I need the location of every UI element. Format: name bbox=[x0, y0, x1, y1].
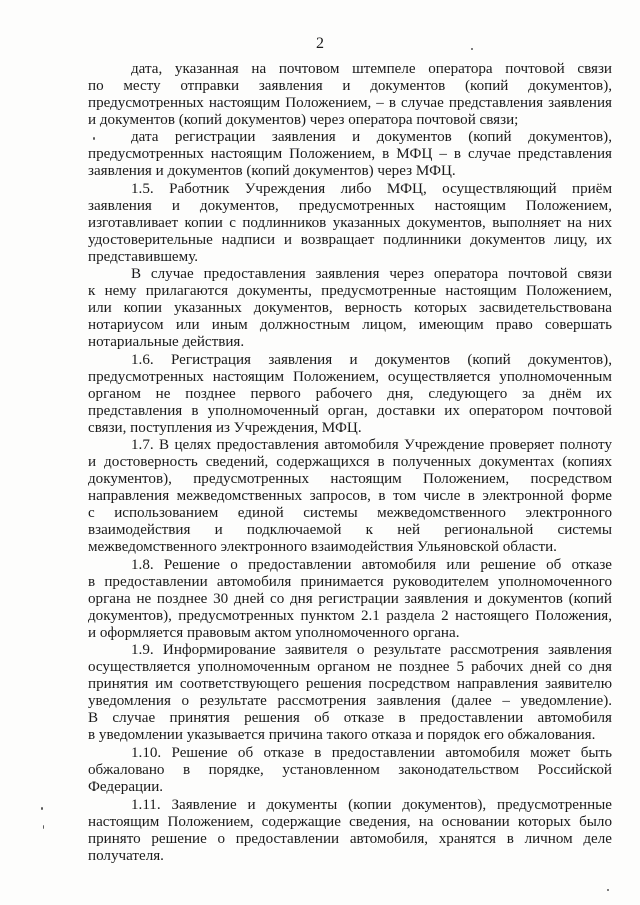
text-line: к нему прилагаются документы, предусмотренные настоящим Положением, bbox=[88, 283, 612, 299]
scan-speck bbox=[43, 825, 44, 829]
text-line: или копии указанных документов, верность которых засвидетельствована bbox=[88, 300, 612, 316]
text-line: нотариусом или иным должностным лицом, имеющим право совершать bbox=[88, 317, 612, 333]
text-line: 1.6. Регистрация заявления и документов (копий документов), bbox=[131, 352, 612, 368]
text-line: и достоверность сведений, содержащихся в полученных документах (копиях bbox=[88, 454, 612, 470]
text-line: и оформляется правовым актом уполномоченного органа. bbox=[88, 625, 460, 641]
text-line: настоящим Положением, содержащие сведения, на основании которых было bbox=[88, 814, 612, 830]
text-line: уведомления о результате рассмотрения заявления (далее – уведомление). bbox=[88, 693, 612, 709]
text-line: в предоставлении автомобиля принимается руководителем уполномоченного bbox=[88, 574, 612, 590]
text-line: в уведомлении указывается причина такого отказа и порядок его обжалования. bbox=[88, 727, 596, 743]
text-line: по месту отправки заявления и документов (копий документов), bbox=[88, 78, 612, 94]
text-line: предусмотренных настоящим Положением, – в случае представления заявления bbox=[88, 95, 612, 111]
text-line: документов), предусмотренных пунктом 2.1 раздела 2 настоящего Положения, bbox=[88, 608, 612, 624]
text-line: предусмотренных настоящим Положением, в МФЦ – в случае представления bbox=[88, 146, 612, 162]
scan-speck bbox=[93, 137, 95, 140]
scan-speck bbox=[607, 889, 609, 891]
text-line: заявления и документов (копий документов) через МФЦ. bbox=[88, 163, 456, 179]
scan-speck bbox=[41, 807, 43, 810]
text-line: связи, поступления из Учреждения, МФЦ. bbox=[88, 420, 362, 436]
text-line: предусмотренных настоящим Положением, осуществляется уполномоченным bbox=[88, 369, 612, 385]
text-line: 1.8. Решение о предоставлении автомобиля или решение об отказе bbox=[131, 557, 612, 573]
text-line: получателя. bbox=[88, 848, 164, 864]
text-line: нотариальные действия. bbox=[88, 334, 245, 350]
text-line: принято решение о предоставлении автомобиля, хранятся в личном деле bbox=[88, 831, 612, 847]
text-line: удостоверительные надписи и возвращает подлинники документов лицу, их bbox=[88, 232, 612, 248]
text-line: межведомственного электронного взаимодействия Ульяновской области. bbox=[88, 539, 557, 555]
text-line: обжаловано в порядке, установленном законодательством Российской bbox=[88, 762, 612, 778]
text-line: Федерации. bbox=[88, 779, 164, 795]
text-line: дата регистрации заявления и документов (копий документов), bbox=[131, 129, 612, 145]
text-line: документов), предусмотренных настоящим Положением, посредством bbox=[88, 471, 612, 487]
text-line: с использованием единой системы межведомственного электронного bbox=[88, 505, 612, 521]
text-line: В случае принятия решения об отказе в предоставлении автомобиля bbox=[88, 710, 612, 726]
scan-speck bbox=[471, 48, 473, 50]
text-line: и документов (копий документов) через оператора почтовой связи; bbox=[88, 112, 519, 128]
text-line: изготавливает копии с подлинников указанных документов, выполняет на них bbox=[88, 215, 612, 231]
text-line: 1.7. В целях предоставления автомобиля Учреждение проверяет полноту bbox=[131, 437, 612, 453]
text-line: 1.5. Работник Учреждения либо МФЦ, осуществляющий приём bbox=[131, 181, 612, 197]
text-line: представившему. bbox=[88, 249, 198, 265]
text-line: направления межведомственных запросов, в том числе в электронной форме bbox=[88, 488, 612, 504]
text-line: осуществляется уполномоченным органом не позднее 5 рабочих дней со дня bbox=[88, 659, 612, 675]
text-line: дата, указанная на почтовом штемпеле оператора почтовой связи bbox=[131, 61, 612, 77]
text-line: принятия им соответствующего решения посредством направления заявителю bbox=[88, 676, 612, 692]
text-line: представления в уполномоченный орган, доставки их оператором почтовой bbox=[88, 403, 612, 419]
text-line: органа не позднее 30 дней со дня регистрации заявления и документов (копий bbox=[88, 591, 612, 607]
text-line: 1.10. Решение об отказе в предоставлении автомобиля может быть bbox=[131, 745, 612, 761]
text-line: 1.11. Заявление и документы (копии документов), предусмотренные bbox=[131, 797, 612, 813]
text-line: В случае предоставления заявления через оператора почтовой связи bbox=[131, 266, 612, 282]
text-line: органом не позднее первого рабочего дня, следующего за днём их bbox=[88, 386, 612, 402]
text-line: взаимодействия и подключаемой к ней региональной системы bbox=[88, 522, 612, 538]
text-line: 1.9. Информирование заявителя о результате рассмотрения заявления bbox=[131, 642, 612, 658]
text-line: заявления и документов, предусмотренных настоящим Положением, bbox=[88, 198, 612, 214]
page-number: 2 bbox=[316, 35, 324, 52]
